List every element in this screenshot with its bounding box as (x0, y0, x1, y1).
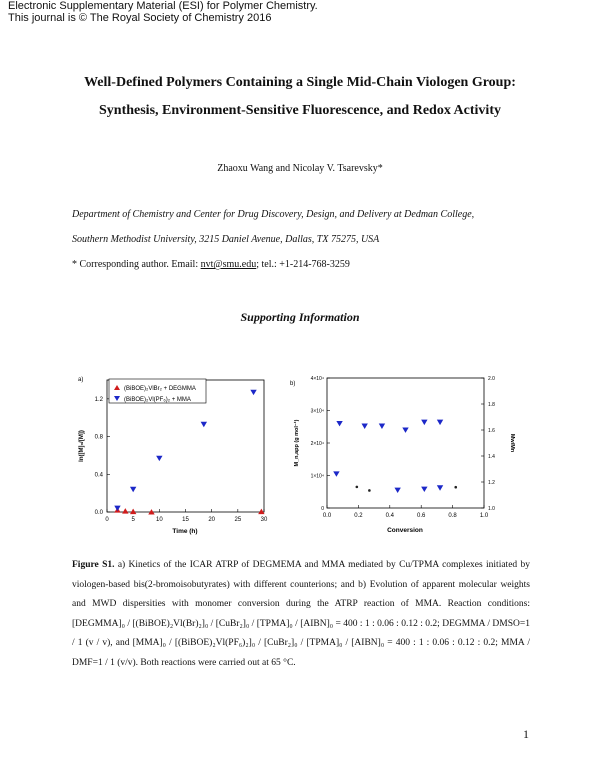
panel-a-point-series-1 (122, 508, 128, 513)
panel-b-ytick-label-right: 1.8 (488, 402, 495, 408)
panel-b-ytick-label-right: 1.0 (488, 506, 495, 512)
panel-b-ylabel-right: Mw/Mn (509, 433, 515, 453)
caption-text: a) Kinetics of the ICAR ATRP of DEGMEMA and MMA mediated by Cu/TPMA complexes initiated by viologen-based bis(2-bromoisobutyrates) with different counterions; and b) Evolution of apparent molecular weights and MWD dispersities with monomer conversion during the ATRP reaction of MMA. Reaction conditions: [DEGMMA]₀ / [(BiBOE)₂Vl(Br)₂]₀ / [CuBr₂]₀ / [TPMA]₀ / [AIBN]₀ = 400 : 1 : 0.06 : 0.12 : 0.2; DEGMMA / DMSO=1 / 1 (v / v), and [MMA]₀ / [(BiBOE)₂Vl(PF₆)₂]₀ / [CuBr₂]₀ / [TPMA]₀ / [AIBN]₀ = 400 : 1 : 0.06 : 0.12 : 0.2; MMA / DMF=1 / 1 (v/v). Both reactions were carried out at 65 °C. (72, 560, 530, 668)
section-heading: Supporting Information (240, 310, 360, 324)
panel-a-xtick-label: 15 (182, 517, 189, 523)
panel-b-ytick-label-left: 1×10⁴ (310, 473, 324, 480)
panel-b-point-series-1 (361, 424, 367, 429)
panel-a-xtick-label: 5 (131, 517, 135, 523)
panel-b-ytick-label-left: 2×10⁴ (310, 441, 324, 447)
author-list: Zhaoxu Wang and Nicolay V. Tsarevsky* (217, 163, 383, 174)
panel-a-ylabel: ln([M]₀/[M]) (79, 430, 85, 462)
panel-b-xtick-label: 0.4 (385, 513, 394, 519)
correspondence-suffix: ; tel.: +1-214-768-3259 (256, 259, 350, 270)
panel-b-ytick-label-left: 0 (321, 506, 324, 512)
panel-a-xtick-label: 25 (234, 517, 242, 523)
correspondence (72, 259, 350, 270)
panel-b-point-series-1 (336, 421, 342, 426)
header-line-1: Electronic Supplementary Material (ESI) for Polymer Chemistry. (8, 0, 318, 12)
panel-a (78, 377, 268, 535)
panel-a-xtick-label: 20 (208, 517, 216, 523)
correspondence-prefix: * Corresponding author. Email: (72, 259, 201, 270)
panel-b-xtick-label: 0.0 (322, 513, 332, 519)
panel-b (290, 376, 515, 534)
affiliation-line-1: Department of Chemistry and Center for Drug Discovery, Design, and Delivery at Dedman College, (72, 209, 475, 220)
paper-title-line-1: Well-Defined Polymers Containing a Single Mid-Chain Viologen Group: (84, 75, 516, 90)
panel-a-xtick-label: 0 (105, 517, 109, 523)
panel-b-ytick-label-right: 2.0 (488, 376, 495, 382)
panel-b-point-series-2 (394, 488, 400, 493)
panel-b-ylabel-left: M_n,app (g mol⁻¹) (294, 419, 300, 467)
panel-a-xtick-label: 10 (155, 517, 163, 523)
panel-a-point-series-2 (156, 456, 162, 461)
panel-a-ytick-label: 1.2 (94, 396, 103, 403)
panel-b-xlabel: Conversion (387, 527, 423, 534)
panel-b-ytick-label-left: 4×10⁴ (310, 376, 324, 382)
caption-label: Figure S1. (72, 560, 115, 570)
panel-b-xtick-label: 0.8 (448, 513, 457, 519)
panel-a-point-series-2 (114, 506, 120, 511)
panel-b-point-series-1 (437, 420, 443, 425)
panel-a-ytick-label: 0.8 (94, 434, 103, 441)
panel-b-point-series-1 (379, 424, 385, 429)
panel-a-point-series-2 (201, 422, 207, 427)
legend-label-1: (BiBOE)₂VlBr₂ + DEGMMA (124, 386, 196, 392)
legend-label-2: (BiBOE)₂Vl(PF₆)₂ + MMA (124, 397, 191, 403)
panel-b-point-series-2 (333, 471, 339, 476)
panel-a-xtick-label: 30 (260, 517, 268, 523)
journal-header (8, 0, 318, 24)
panel-b-point-series-1 (402, 427, 408, 432)
affiliation-line-2: Southern Methodist University, 3215 Daniel Avenue, Dallas, TX 75275, USA (72, 234, 380, 245)
panel-b-point-series-1 (421, 420, 427, 425)
panel-a-label: a) (78, 377, 84, 383)
panel-b-point-series-3 (356, 486, 359, 489)
panel-b-xtick-label: 0.2 (354, 513, 363, 519)
figure-caption (72, 556, 530, 674)
panel-b-ytick-label-right: 1.6 (488, 428, 495, 434)
panel-b-label: b) (290, 381, 296, 387)
panel-b-ytick-label-left: 3×10⁴ (310, 408, 324, 415)
panel-a-point-series-2 (250, 390, 256, 395)
panel-b-ytick-label-right: 1.2 (488, 480, 495, 486)
panel-b-point-series-2 (437, 485, 443, 490)
panel-b-point-series-3 (454, 486, 457, 489)
header-line-2: This journal is © The Royal Society of Chemistry 2016 (8, 12, 272, 24)
panel-a-legend (109, 379, 206, 403)
paper-title-line-2: Synthesis, Environment-Sensitive Fluorescence, and Redox Activity (99, 103, 501, 118)
page-number: 1 (523, 727, 529, 741)
panel-b-frame (327, 378, 484, 508)
panel-b-xtick-label: 1.0 (479, 513, 489, 519)
figure-s1 (0, 365, 600, 565)
panel-b-point-series-2 (421, 487, 427, 492)
panel-a-xlabel: Time (h) (172, 528, 198, 535)
panel-a-ytick-label: 0.4 (94, 472, 103, 479)
panel-a-point-series-2 (130, 487, 136, 492)
panel-b-ytick-label-right: 1.4 (488, 454, 495, 460)
panel-a-point-series-1 (130, 509, 136, 514)
panel-a-ytick-label: 0.0 (94, 510, 103, 516)
panel-b-point-series-3 (368, 489, 371, 492)
email-link[interactable]: nvt@smu.edu (200, 259, 257, 270)
panel-b-xtick-label: 0.6 (417, 513, 426, 519)
